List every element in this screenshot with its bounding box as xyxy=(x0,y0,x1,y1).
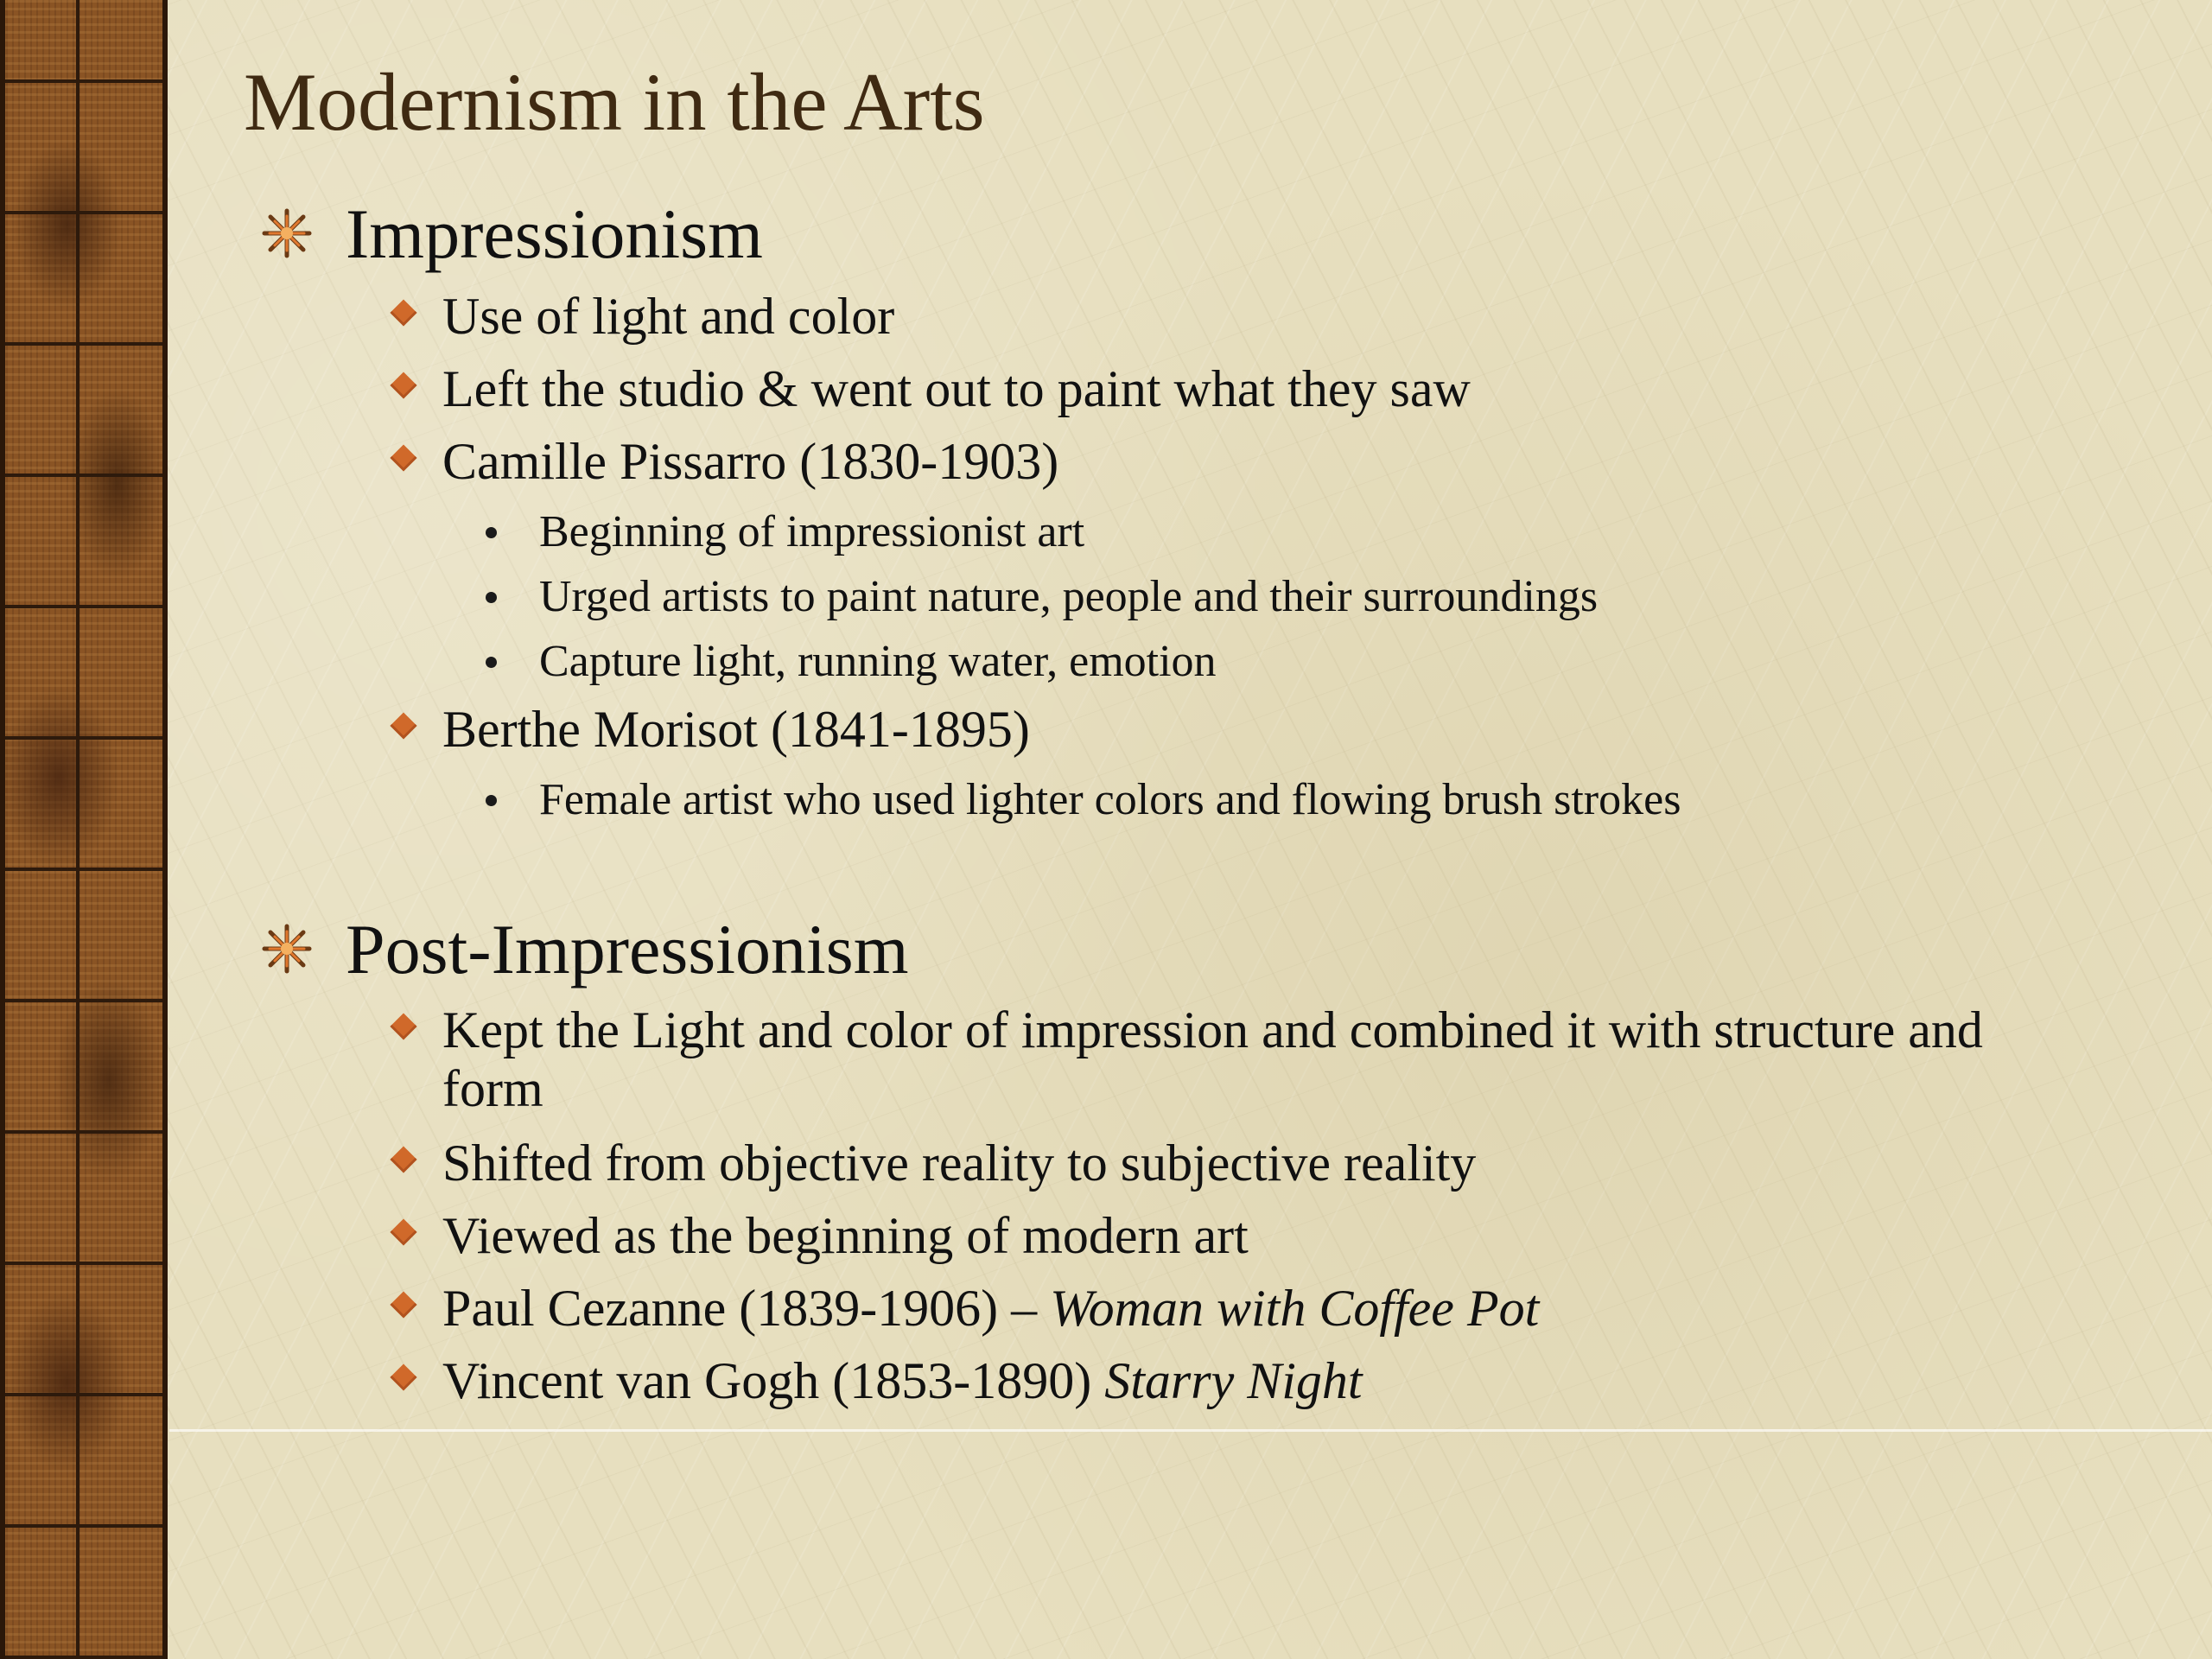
diamond-icon xyxy=(390,299,416,326)
diamond-icon xyxy=(390,1146,416,1173)
footer-divider xyxy=(169,1429,2212,1432)
sub-list-item: Capture light, running water, emotion xyxy=(539,637,1217,686)
list-item: Viewed as the beginning of modern art xyxy=(442,1207,1249,1264)
artwork-title: Woman with Coffee Pot xyxy=(1050,1280,1540,1337)
sub-list-item: Beginning of impressionist art xyxy=(539,507,1085,556)
list-item xyxy=(442,1351,2171,1410)
diamond-icon xyxy=(390,372,416,398)
list-item-text: Vincent van Gogh (1853-1890) xyxy=(442,1352,1105,1409)
dot-icon xyxy=(486,795,497,806)
artwork-title: Starry Night xyxy=(1104,1352,1363,1409)
diamond-icon xyxy=(390,712,416,739)
side-border-edge-right xyxy=(162,0,168,1659)
star-burst-icon xyxy=(259,206,315,261)
list-item: Left the studio & went out to paint what they saw xyxy=(442,360,1471,417)
list-item xyxy=(442,1001,2171,1118)
diamond-icon xyxy=(390,1013,416,1039)
sub-list-item: Urged artists to paint nature, people and their surroundings xyxy=(539,572,1599,621)
section-heading-post-impressionism: Post-Impressionism xyxy=(346,910,909,988)
section-heading-impressionism: Impressionism xyxy=(346,194,763,273)
star-burst-icon xyxy=(259,921,315,976)
list-item xyxy=(442,1279,2171,1338)
side-border-edge-left xyxy=(0,0,5,1659)
list-item: Use of light and color xyxy=(442,288,895,345)
list-item-line-1: Kept the Light and color of impression and combined it with structure and xyxy=(442,1001,1983,1058)
list-item: Berthe Morisot (1841-1895) xyxy=(442,701,1030,758)
sub-list-item: Female artist who used lighter colors and flowing brush strokes xyxy=(539,775,1681,824)
diamond-icon xyxy=(390,444,416,471)
slide-title: Modernism in the Arts xyxy=(244,56,985,148)
dot-icon xyxy=(486,592,497,603)
list-item-line-2: form xyxy=(442,1060,543,1117)
list-item: Camille Pissarro (1830-1903) xyxy=(442,433,1059,490)
list-item-text: Paul Cezanne (1839-1906) – xyxy=(442,1280,1051,1337)
dot-icon xyxy=(486,657,497,668)
list-item: Shifted from objective reality to subjective reality xyxy=(442,1135,1477,1192)
dot-icon xyxy=(486,527,497,538)
diamond-icon xyxy=(390,1363,416,1390)
diamond-icon xyxy=(390,1218,416,1245)
side-border-grid xyxy=(0,0,168,1659)
diamond-icon xyxy=(390,1291,416,1318)
